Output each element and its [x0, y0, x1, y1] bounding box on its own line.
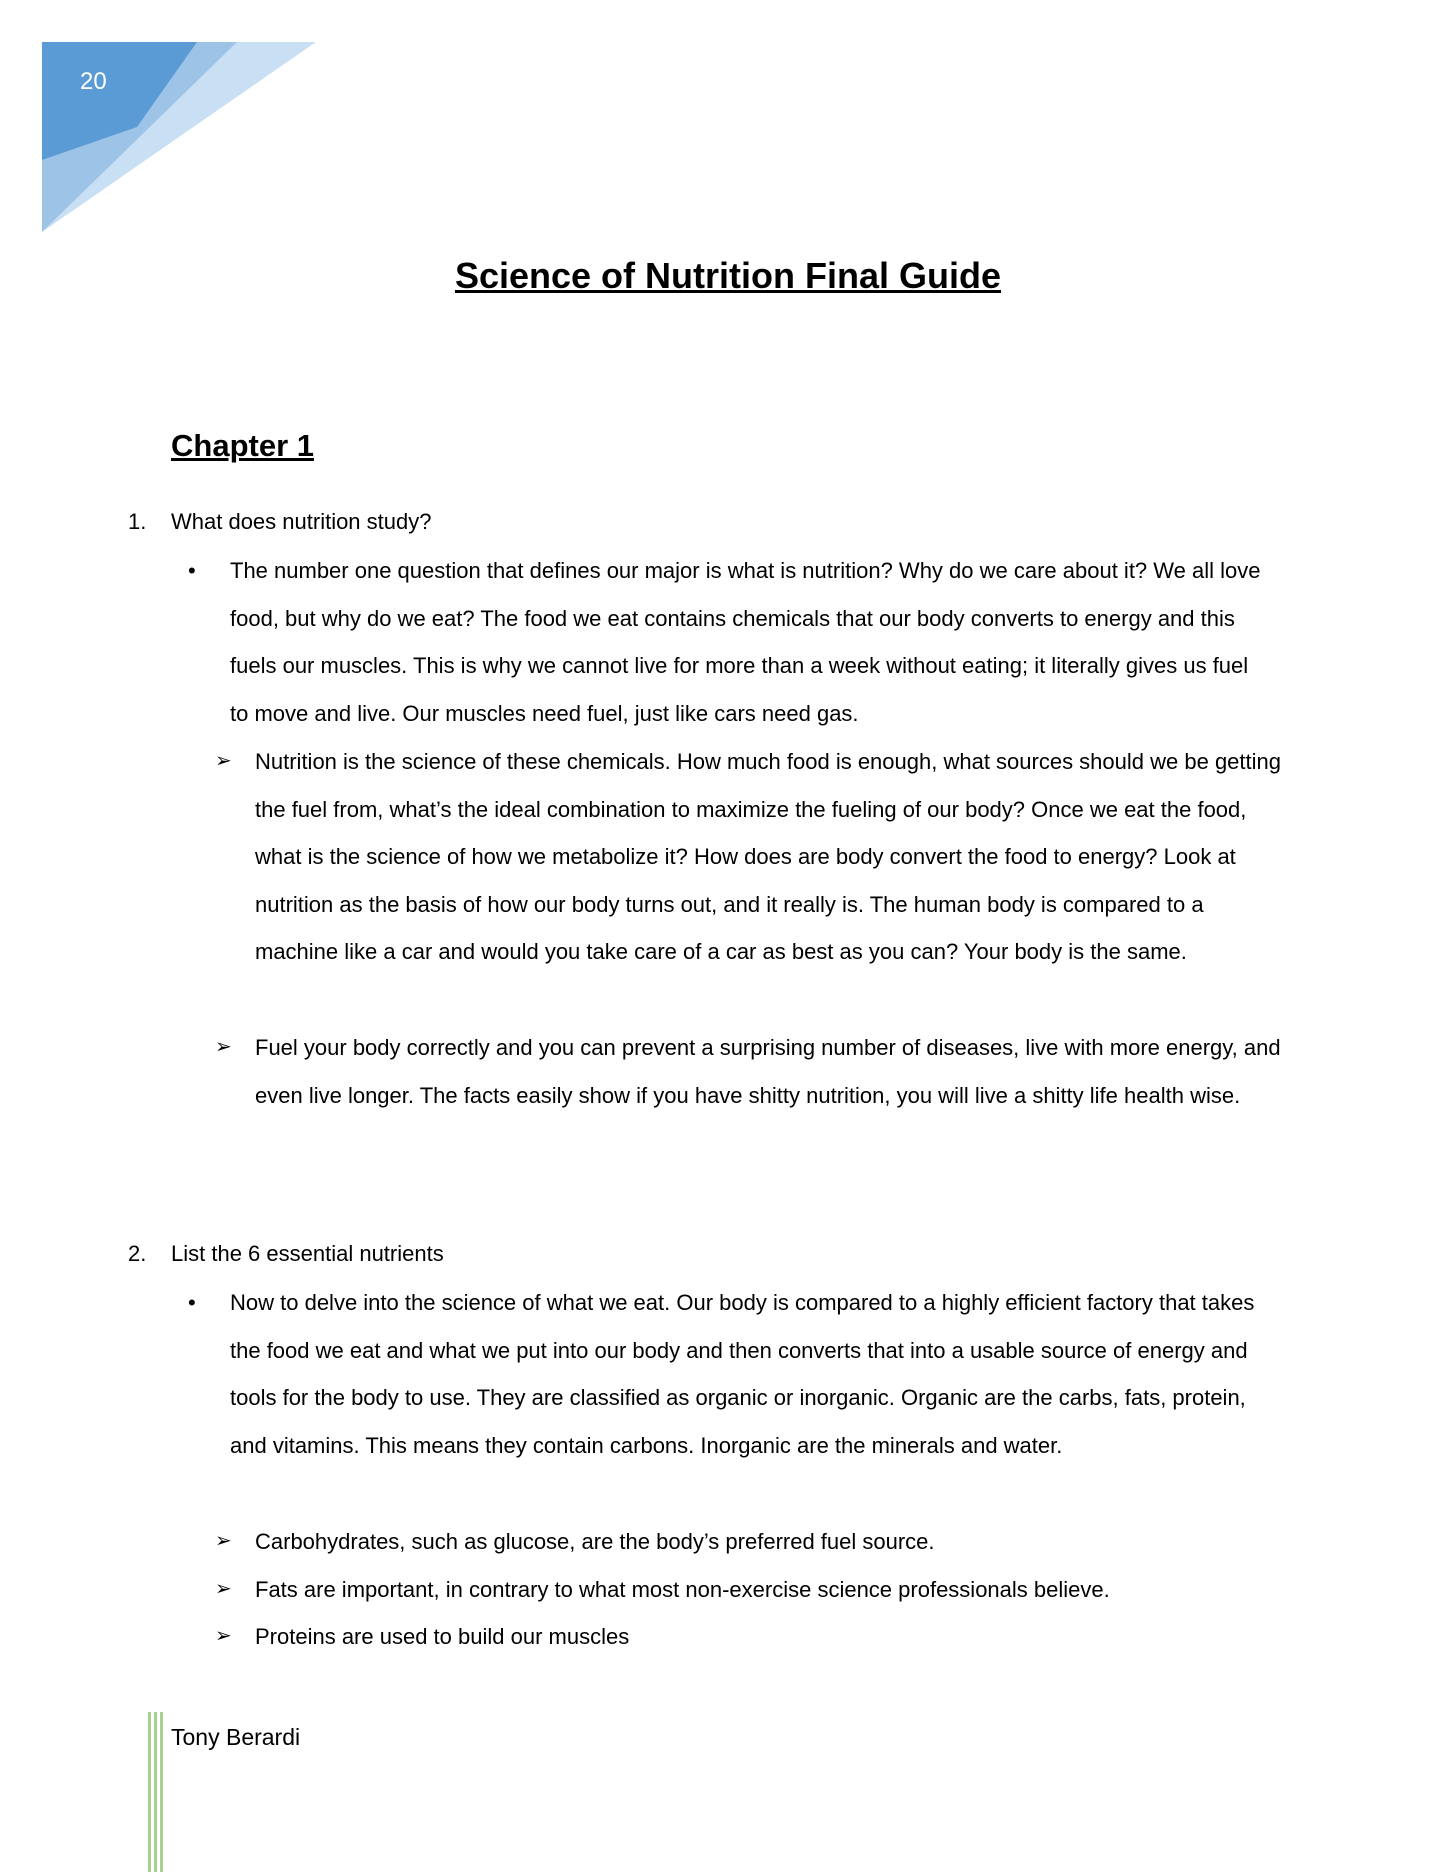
- page-number: 20: [80, 68, 107, 95]
- subpoint-text: Carbohydrates, such as glucose, are the body’s preferred fuel source.: [255, 1529, 935, 1554]
- question-text: What does nutrition study?: [171, 509, 432, 534]
- document-title: Science of Nutrition Final Guide: [454, 255, 1002, 296]
- question-number: 2.: [128, 1241, 147, 1266]
- subpoint-1-1: [215, 738, 1285, 976]
- bullet-dot-icon: •: [188, 558, 196, 583]
- answer-bullet-1: [188, 547, 1270, 737]
- arrow-bullet-icon: ➢: [215, 1578, 232, 1600]
- subpoint-text: Fuel your body correctly and you can prevent a surprising number of diseases, live with more energy, and even live longer. The facts easily show if you have shitty nutrition, you will live a shitty life health wise.: [255, 1035, 1281, 1108]
- arrow-bullet-icon: ➢: [215, 750, 232, 772]
- subpoint-text: Fats are important, in contrary to what most non-exercise science professionals believe.: [255, 1577, 1110, 1602]
- footer-author: Tony Berardi: [171, 1724, 301, 1750]
- subpoint-1-2: [215, 1024, 1285, 1119]
- arrow-bullet-icon: ➢: [215, 1625, 232, 1647]
- answer-text: Now to delve into the science of what we eat. Our body is compared to a highly efficient factory that takes the food we eat and what we put into our body and then converts that into a usable source of energy and tools for the body to use. They are classified as organic or inorganic. Organic are the carbs, fats, protein, and vitamins. This means they contain carbons. Inorganic are the minerals and water.: [230, 1290, 1255, 1458]
- question-text: List the 6 essential nutrients: [171, 1241, 444, 1266]
- answer-bullet-2: [188, 1279, 1270, 1469]
- question-2: [128, 1238, 444, 1270]
- footer-bars-decoration: [148, 1712, 170, 1872]
- subpoint-2-1: [215, 1518, 1285, 1566]
- question-number: 1.: [128, 509, 147, 534]
- answer-text: The number one question that defines our major is what is nutrition? Why do we care about it? We all love food, but why do we eat? The food we eat contains chemicals that our body converts to energy and this fuels our muscles. This is why we cannot live for more than a week without eating; it literally gives us fuel to move and live. Our muscles need fuel, just like cars need gas.: [230, 558, 1261, 726]
- arrow-bullet-icon: ➢: [215, 1530, 232, 1552]
- question-1: [128, 506, 431, 538]
- chapter-heading: Chapter 1: [171, 428, 314, 463]
- arrow-bullet-icon: ➢: [215, 1036, 232, 1058]
- subpoint-text: Nutrition is the science of these chemicals. How much food is enough, what sources should we be getting the fuel from, what’s the ideal combination to maximize the fueling of our body? Once we eat the food, what is the science of how we metabolize it? How does are body convert the food to energy? Look at nutrition as the basis of how our body turns out, and it really is. The human body is compared to a machine like a car and would you take care of a car as best as you can? Your body is the same.: [255, 749, 1281, 965]
- bullet-dot-icon: •: [188, 1290, 196, 1315]
- subpoint-2-3: [215, 1613, 1285, 1661]
- subpoint-2-2: [215, 1566, 1285, 1614]
- subpoint-text: Proteins are used to build our muscles: [255, 1624, 630, 1649]
